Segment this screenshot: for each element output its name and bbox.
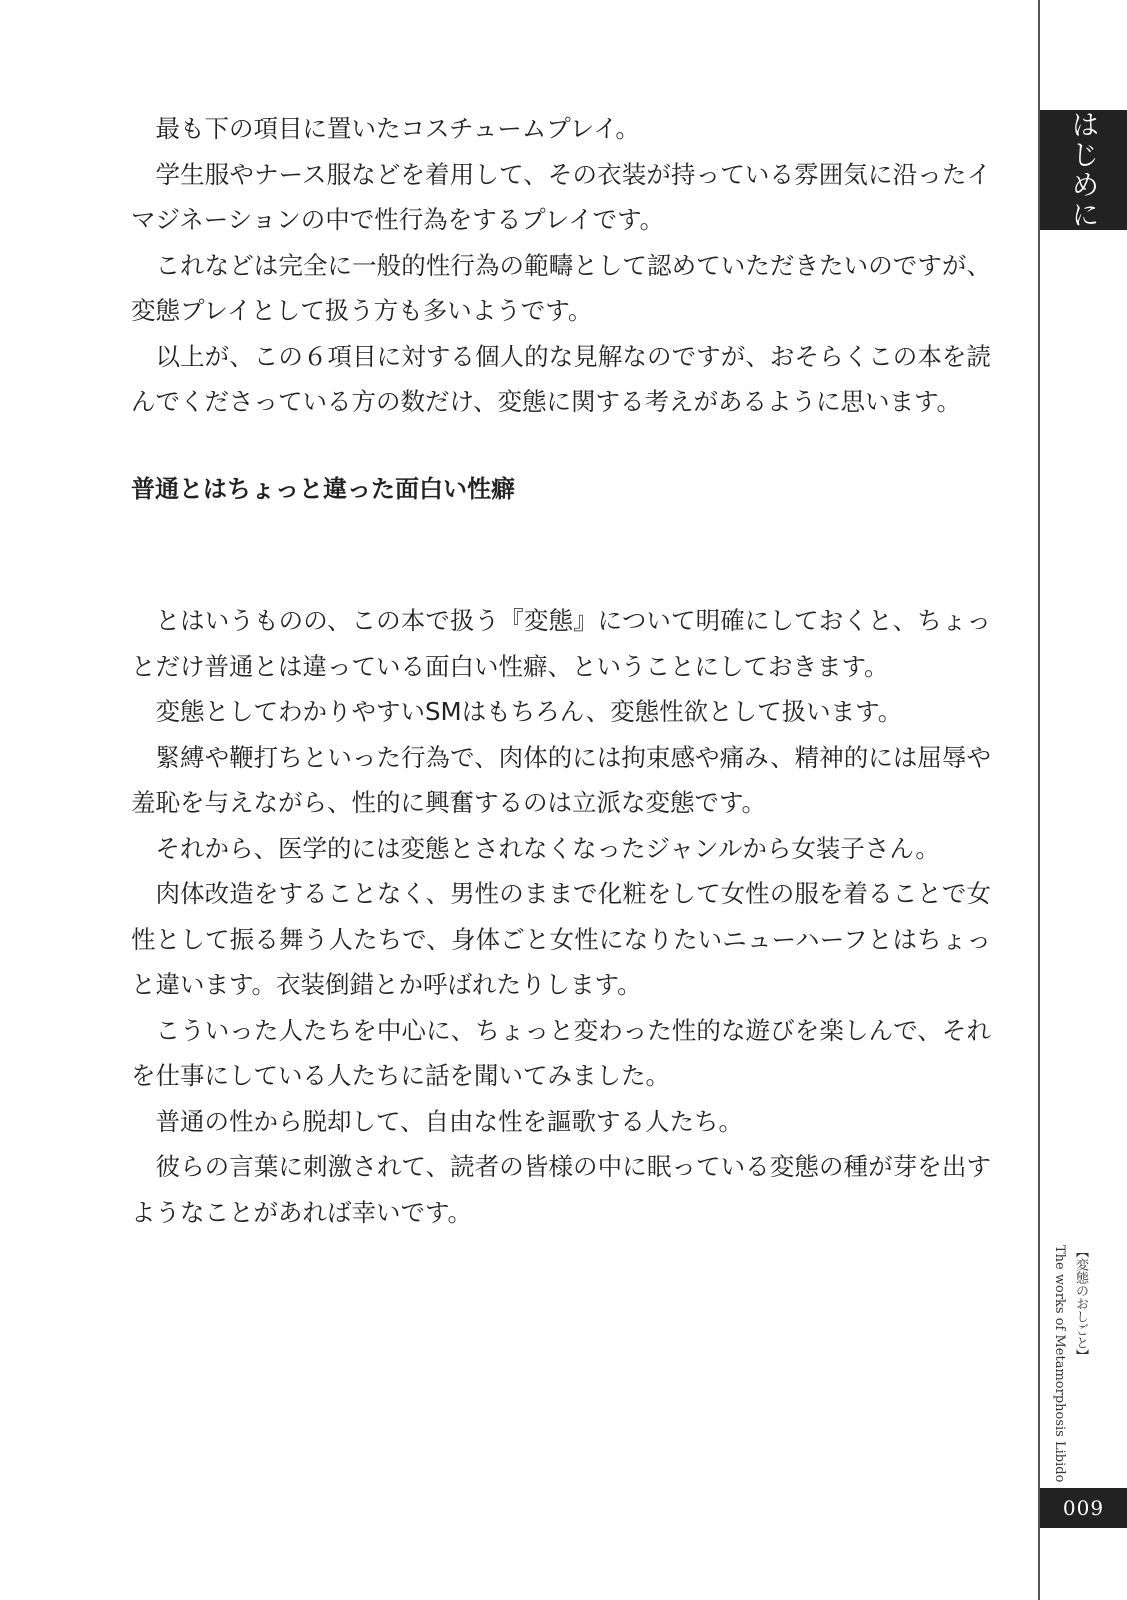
body-paragraph: こういった人たちを中心に、ちょっと変わった性的な遊びを楽しんで、それを仕事にしている人たちに話を聞いてみました。 <box>131 1015 991 1090</box>
series-title-jp: 【変態のおしごと】 <box>1073 1245 1088 1362</box>
chapter-tab <box>1040 110 1127 230</box>
margin-divider-line <box>1038 0 1040 1600</box>
body-paragraph: 変態としてわかりやすいSMはもちろん、変態性欲として扱います。 <box>155 697 903 726</box>
body-paragraph: とはいうものの、この本で扱う『変態』について明確にしておくと、ちょっとだけ普通とは違っている面白い性癖、ということにしておきます。 <box>131 606 991 681</box>
body-paragraph: それから、医学的には変態とされなくなったジャンルから女装子さん。 <box>155 833 940 863</box>
running-footer <box>1052 1245 1090 1483</box>
series-title-en: The works of Metamorphosis Libido <box>1052 1245 1067 1483</box>
page-number-box <box>1040 1488 1127 1528</box>
section-heading: 普通とはちょっと違った面白い性癖 <box>131 474 515 503</box>
body-paragraph: 最も下の項目に置いたコスチュームプレイ。 <box>155 114 640 143</box>
body-paragraph: 彼らの言葉に刺激されて、読者の皆様の中に眠っている変態の種が芽を出すようなことがあれば幸いです。 <box>131 1152 991 1227</box>
body-paragraph: 普通の性から脱却して、自由な性を謳歌する人たち。 <box>155 1106 744 1136</box>
main-text <box>131 106 991 1235</box>
body-paragraph: 緊縛や鞭打ちといった行為で、肉体的には拘束感や痛み、精神的には屈辱や羞恥を与えながら、性的に興奮するのは立派な変態です。 <box>131 742 991 817</box>
body-paragraph: 以上が、この６項目に対する個人的な見解なのですが、おそらくこの本を読んでくださっている方の数だけ、変態に関する考えがあるように思います。 <box>131 341 991 416</box>
body-paragraph: 肉体改造をすることなく、男性のままで化粧をして女性の服を着ることで女性として振る舞う人たちで、身体ごと女性になりたいニューハーフとはちょっと違います。衣装倒錯とか呼ばれたりします。 <box>131 879 991 999</box>
page-number: 009 <box>1062 1496 1105 1520</box>
chapter-tab-label: はじめに <box>1067 110 1101 230</box>
body-paragraph: 学生服やナース服などを着用して、その衣装が持っている雰囲気に沿ったイマジネーションの中で性行為をするプレイです。 <box>131 159 991 234</box>
body-paragraph: これなどは完全に一般的性行為の範疇として認めていただきたいのですが、変態プレイとして扱う方も多いようです。 <box>131 250 991 325</box>
